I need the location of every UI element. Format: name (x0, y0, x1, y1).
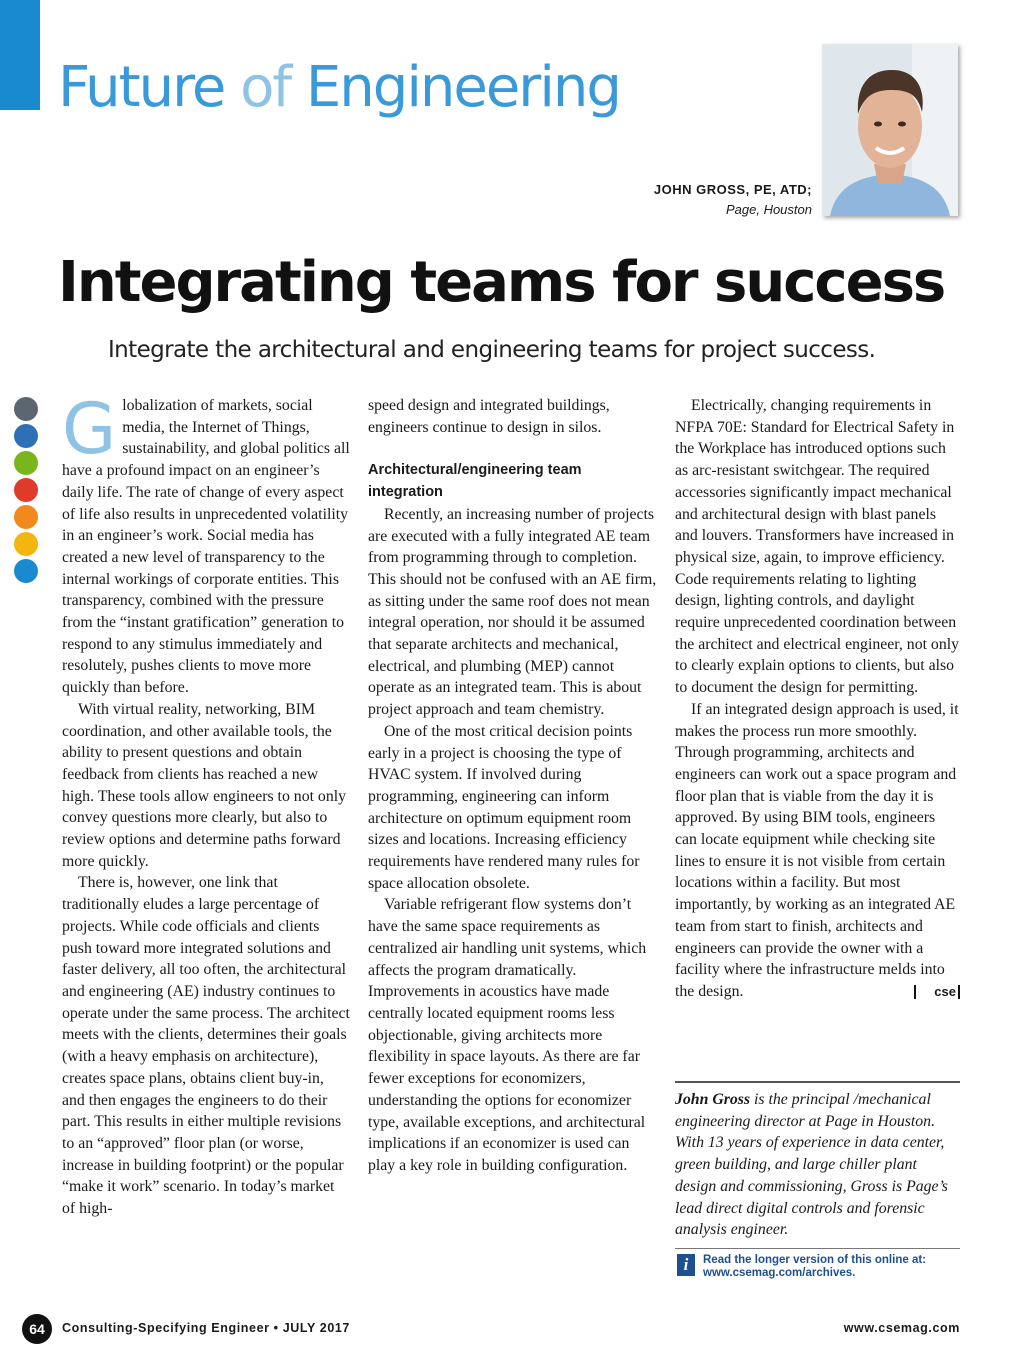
online-note (675, 1248, 960, 1280)
heat-waves-icon (14, 505, 38, 529)
paragraph: speed design and integrated buildings, engineers continue to design in silos. (368, 397, 610, 436)
page-number: 64 (22, 1314, 52, 1344)
flame-icon (14, 478, 38, 502)
online-note-text: Read the longer version of this online at: www.csemag.com/archives. (703, 1254, 960, 1280)
article-deck: Integrate the architectural and engineering teams for project success. (108, 337, 876, 363)
author-photo (822, 44, 958, 216)
author-name: JOHN GROSS, PE, ATD; (653, 182, 812, 197)
byline (654, 182, 812, 217)
paragraph: Electrically, changing requirements in NFPA 70E: Standard for Electrical Safety in the Workplace has introduced options such as arc-resistant switchgear. The required accessories significantly impact mechanical and architectural design with blast panels and louvers. Transformers have increased in physical size, again, to improve efficiency. Code requirements relating to lighting design, lighting controls, and daylight require unprecedented coordination between the architect and electrical engineer, not only to clearly explain options to clients, but also to document the design for permitting. (675, 397, 960, 697)
website-link[interactable]: www.csemag.com (843, 1321, 960, 1335)
subhead: Architectural/engineering team integration (368, 462, 582, 501)
end-mark-logo: cse (914, 985, 960, 999)
lightbulb-icon (14, 532, 38, 556)
column-2 (368, 395, 658, 1177)
paragraph: Recently, an increasing number of projects are executed with a fully integrated AE team from programming through to completion. This should not be confused with an AE firm, as sitting under the same roof does not mean integral operation, nor should it be assumed that separate architects and mechanical, electrical, and plumbing (MEP) cannot operate as an integrated team. This is about project approach and team chemistry. (368, 505, 657, 719)
discipline-icon-strip (14, 397, 40, 586)
paragraph: There is, however, one link that traditionally eludes a large percentage of projects. While code officials and clients push toward more integrated solutions and faster delivery, all too often, the architectural and engineering (AE) industry continues to operate under the same process. The architect meets with the clients, determines their goals (with a heavy emphasis on architecture), creates space plans, obtains client buy-in, and then engages the engineers to do their part. This results in either multiple revisions to an “approved” floor plan (or worse, increase in building footprint) or the popular “make it work” scenario. In today’s market of high- (62, 874, 350, 1218)
drop-cap: G (62, 388, 117, 470)
archives-link[interactable]: www.csemag.com/archives. (703, 1267, 856, 1279)
paragraph: Variable refrigerant flow systems don’t have the same space requirements as centralized air handling unit systems, which affects the program dramatically. Improvements in acoustics have made centrally located equipment rooms less objectionable, giving architects more flexibility in space layouts. As there are far fewer exceptions for economizers, understanding the options for economizer type, available exceptions, and architectural implications if an economizer is used can play a key role in building configuration. (368, 896, 647, 1174)
lightning-icon (14, 451, 38, 475)
page-footer (22, 1314, 962, 1344)
paragraph: With virtual reality, networking, BIM coordination, and other available tools, the ability to present questions and obtain feedback from clients has reached a new high. These tools allow engineers to not only convey questions more clearly, but also to review options and determine paths forward more quickly. (62, 700, 347, 870)
paragraph: If an integrated design approach is used, it makes the process run more smoothly. Through programming, architects and engineers can work out a space program and floor plan that is viable from the day it is approved. By using BIM tools, engineers can locate equipment while checking site lines to ensure it is not visible from certain locations within a facility. But most importantly, by working as an integrated AE team from start to finish, architects and engineers can provide the owner with a facility where the infrastructure melds into the design. cse (675, 700, 959, 1000)
article-headline: Integrating teams for success (58, 250, 945, 315)
network-icon (14, 397, 38, 421)
info-icon: i (677, 1254, 695, 1276)
paragraph: One of the most critical decision points early in a project is choosing the type of HVAC system. If involved during programming, engineering can inform architecture on optimum equipment room sizes and locations. Increasing efficiency requirements have rendered many rules for space allocation obsolete. (368, 722, 640, 892)
column-3 (675, 395, 960, 1003)
section-color-tab (0, 0, 40, 110)
publication-line: Consulting-Specifying Engineer • JULY 2017 (62, 1321, 350, 1335)
author-affiliation: Page, Houston (725, 202, 812, 217)
column-1 (62, 388, 350, 1220)
building-icon (14, 424, 38, 448)
water-drop-icon (14, 559, 38, 583)
paragraph: Globalization of markets, social media, the Internet of Things, sustainability, and global politics all have a profound impact on an engineer’s daily life. The rate of change of every aspect of life also results in unprecedented volatility in an engineer’s work. Social media has created a new level of transparency to the internal workings of corporate entities. This transparency, combined with the pressure from the “instant gratification” generation to respond to any stimulus immediately and resolutely, pushes clients to move more quickly than before. (62, 388, 350, 697)
author-bio: John Gross is the principal /mechanical engineering director at Page in Houston. With 13 years of experience in data center, green building, and large chiller plant design and commissioning, Gross is Page’s lead direct digital controls and forensic analysis engineer. (675, 1081, 960, 1241)
section-title: Future of Engineering (58, 55, 620, 120)
